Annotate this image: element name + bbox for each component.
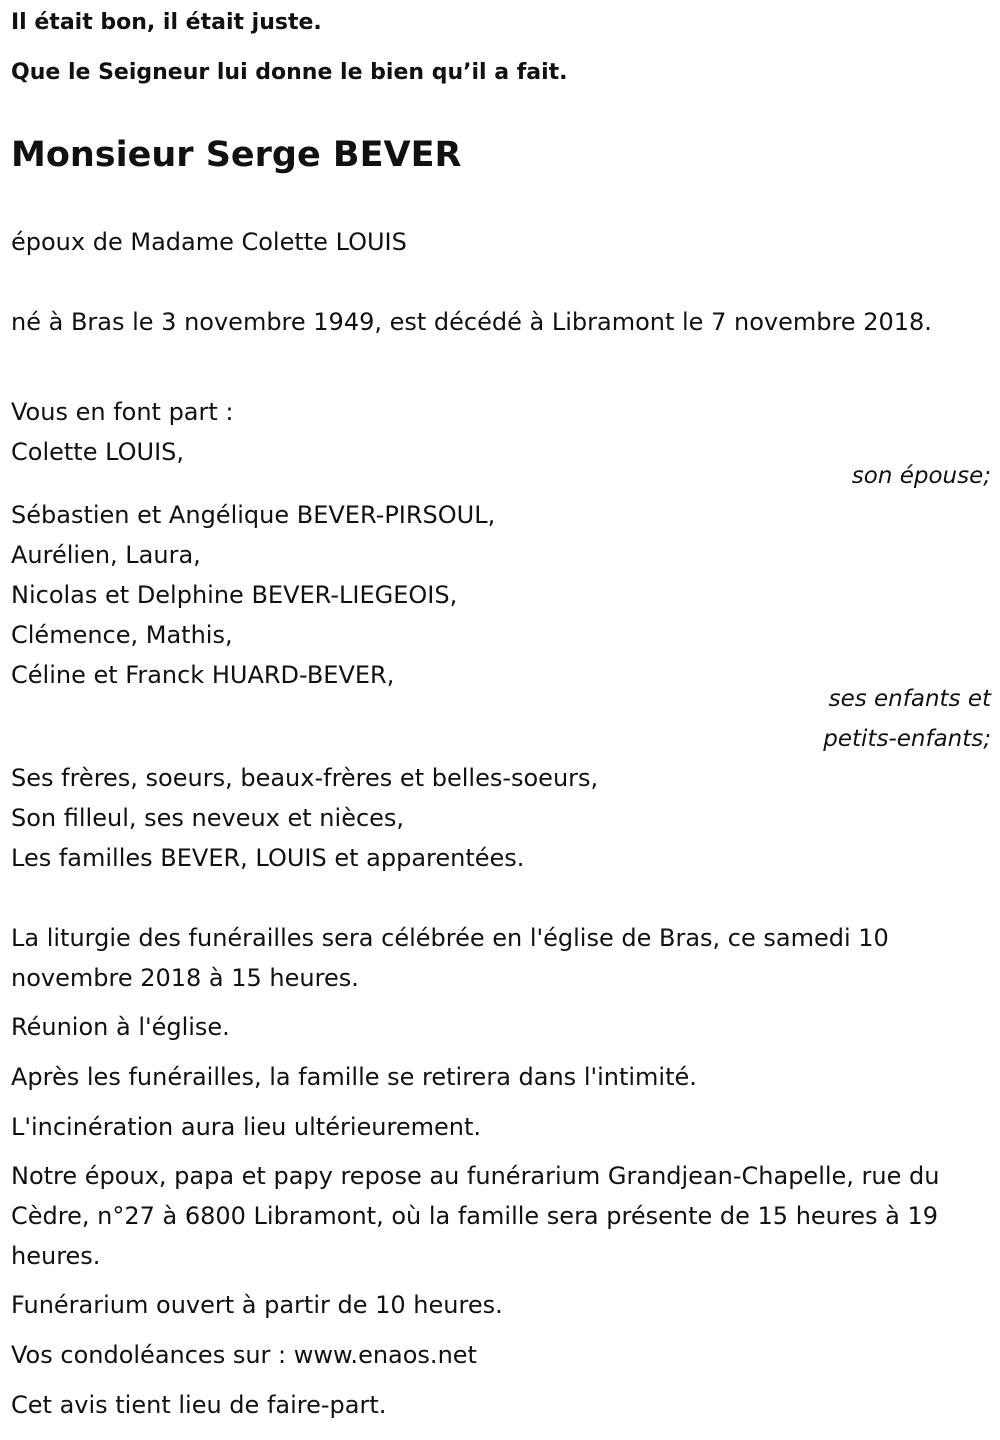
epigraph-line-1: Il était bon, il était juste. — [11, 10, 322, 35]
spouse-line: époux de Madame Colette LOUIS — [11, 228, 407, 256]
notice-line: Cet avis tient lieu de faire-part. — [11, 1391, 387, 1419]
family-line-1: Ses frères, soeurs, beaux-frères et belles-soeurs, — [11, 764, 599, 792]
liturgy-paragraph: La liturgie des funérailles sera célébrée en l'église de Bras, ce samedi 10 novembre 2018 à 15 heures. — [11, 924, 889, 992]
funerarium-opening-line: Funérarium ouvert à partir de 10 heures. — [11, 1291, 503, 1319]
after-funeral-line: Après les funérailles, la famille se retirera dans l'intimité. — [11, 1063, 697, 1091]
spouse-role: son épouse; — [851, 463, 991, 489]
children-line-4: Clémence, Mathis, — [11, 621, 233, 649]
children-line-2: Aurélien, Laura, — [11, 541, 201, 569]
meeting-line: Réunion à l'église. — [11, 1013, 230, 1041]
family-line-3: Les familles BEVER, LOUIS et apparentées. — [11, 844, 525, 872]
spouse-name: Colette LOUIS, — [11, 438, 185, 466]
children-role-line-1: ses enfants et — [828, 686, 991, 712]
epigraph-line-2: Que le Seigneur lui donne le bien qu’il a fait. — [11, 60, 568, 85]
family-line-2: Son filleul, ses neveux et nièces, — [11, 804, 405, 832]
children-role-line-2: petits-enfants; — [823, 726, 991, 752]
deceased-name: Monsieur Serge BEVER — [11, 135, 462, 175]
children-line-1: Sébastien et Angélique BEVER-PIRSOUL, — [11, 501, 496, 529]
children-line-5: Céline et Franck HUARD-BEVER, — [11, 661, 395, 689]
birth-death-line: né à Bras le 3 novembre 1949, est décédé à Libramont le 7 novembre 2018. — [11, 308, 932, 336]
children-line-3: Nicolas et Delphine BEVER-LIEGEOIS, — [11, 581, 458, 609]
cremation-line: L'incinération aura lieu ultérieurement. — [11, 1113, 481, 1141]
condolences-line: Vos condoléances sur : www.enaos.net — [11, 1341, 477, 1369]
announcement-intro: Vous en font part : — [11, 398, 234, 426]
funerarium-paragraph: Notre époux, papa et papy repose au funérarium Grandjean-Chapelle, rue du Cèdre, n°27 à 6800 Libramont, où la famille sera présente de 15 heures à 19 heures. — [11, 1162, 940, 1270]
